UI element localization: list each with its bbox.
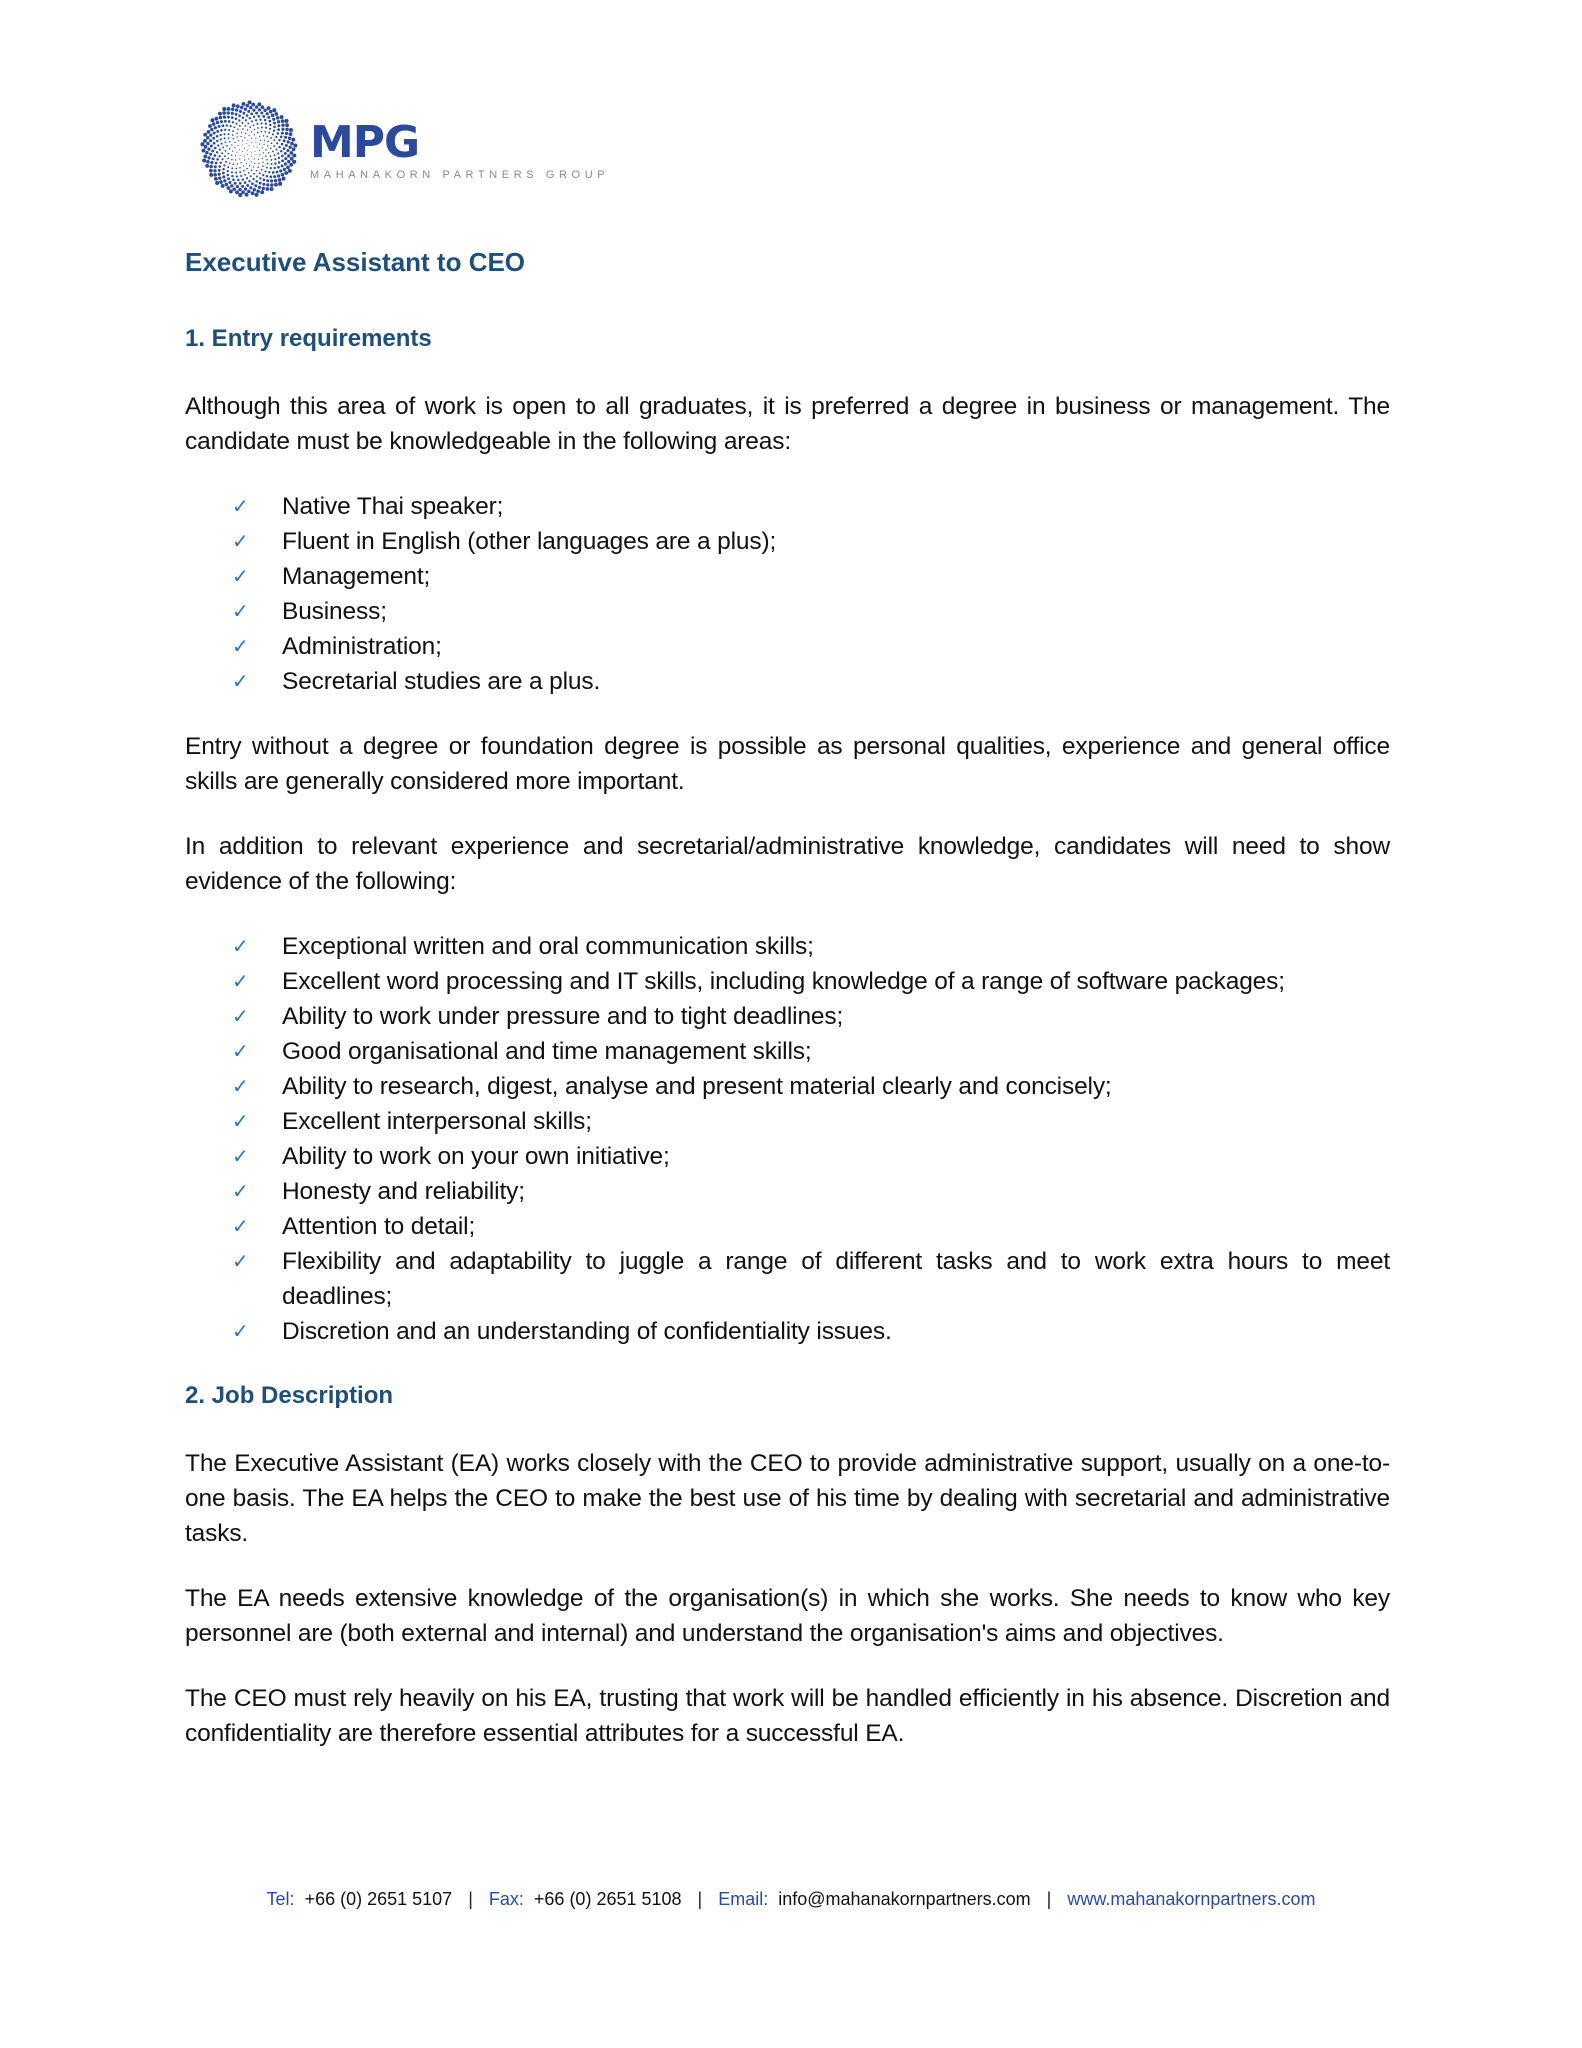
page-title: Executive Assistant to CEO [185, 247, 526, 277]
list-item: ✓ Honesty and reliability; [185, 1174, 1390, 1209]
checkmark-icon: ✓ [232, 969, 249, 993]
fax-number: +66 (0) 2651 5108 [533, 1889, 682, 1909]
checkmark-icon: ✓ [232, 934, 249, 958]
list-item: ✓ Attention to detail; [185, 1209, 1390, 1244]
list-item: ✓ Flexibility and adaptability to juggle a range of different tasks and to work extra hours to meet deadlines; [185, 1244, 1390, 1314]
checkmark-icon: ✓ [232, 529, 249, 553]
checkmark-icon: ✓ [232, 494, 249, 518]
contact-footer [0, 1889, 1582, 1910]
checkmark-icon: ✓ [232, 1109, 249, 1133]
list-item: ✓ Excellent interpersonal skills; [185, 1104, 1390, 1139]
list-item: ✓ Business; [185, 594, 1390, 629]
list-item: ✓ Management; [185, 559, 1390, 594]
list-item: ✓ Fluent in English (other languages are a plus); [185, 524, 1390, 559]
list-item: ✓ Administration; [185, 629, 1390, 664]
section-heading-entry-requirements: 1. Entry requirements [185, 325, 432, 352]
document-body [185, 244, 1390, 1781]
logo-subtitle: MAHANAKORN PARTNERS GROUP [310, 169, 610, 181]
job-description-paragraph: The CEO must rely heavily on his EA, trusting that work will be handled efficiently in his absence. Discretion and confidentiality are therefore essential attributes for a successful EA. [185, 1685, 1390, 1747]
sunflower-dots-logo-icon [200, 100, 298, 198]
list-item: ✓ Ability to work on your own initiative; [185, 1139, 1390, 1174]
checkmark-icon: ✓ [232, 1074, 249, 1098]
tel-label: Tel: [266, 1889, 295, 1909]
job-description-paragraph: The EA needs extensive knowledge of the organisation(s) in which she works. She needs to know who key personnel are (both external and internal) and understand the organisation's aims and objectives. [185, 1585, 1390, 1647]
job-description-paragraph: The Executive Assistant (EA) works closely with the CEO to provide administrative support, usually on a one-to-one basis. The EA helps the CEO to make the best use of his time by dealing with secretarial and administrative tasks. [185, 1450, 1390, 1547]
entry-without-degree-paragraph: Entry without a degree or foundation degree is possible as personal qualities, experience and general office skills are generally considered more important. [185, 733, 1390, 795]
footer-separator: | [1046, 1889, 1052, 1909]
list-item: ✓ Native Thai speaker; [185, 489, 1390, 524]
checkmark-icon: ✓ [232, 564, 249, 588]
checkmark-icon: ✓ [232, 1039, 249, 1063]
checkmark-icon: ✓ [232, 1179, 249, 1203]
skills-list [185, 929, 1390, 1349]
checkmark-icon: ✓ [232, 669, 249, 693]
list-item: ✓ Ability to work under pressure and to tight deadlines; [185, 999, 1390, 1034]
checkmark-icon: ✓ [232, 1249, 249, 1273]
list-item: ✓ Good organisational and time management skills; [185, 1034, 1390, 1069]
evidence-intro-paragraph: In addition to relevant experience and secretarial/administrative knowledge, candidates will need to show evidence of the following: [185, 833, 1390, 895]
company-logo [200, 100, 609, 198]
list-item: ✓ Discretion and an understanding of confidentiality issues. [185, 1314, 1390, 1349]
entry-intro-paragraph: Although this area of work is open to all graduates, it is preferred a degree in business or management. The candidate must be knowledgeable in the following areas: [185, 393, 1390, 455]
footer-separator: | [697, 1889, 703, 1909]
checkmark-icon: ✓ [232, 599, 249, 623]
knowledge-areas-list [185, 489, 1390, 699]
checkmark-icon: ✓ [232, 1144, 249, 1168]
fax-label: Fax: [488, 1889, 524, 1909]
email-label: Email: [718, 1889, 769, 1909]
list-item: ✓ Ability to research, digest, analyse and present material clearly and concisely; [185, 1069, 1390, 1104]
list-item: ✓ Secretarial studies are a plus. [185, 664, 1390, 699]
list-item: ✓ Exceptional written and oral communication skills; [185, 929, 1390, 964]
checkmark-icon: ✓ [232, 1319, 249, 1343]
footer-separator: | [468, 1889, 473, 1909]
website-link[interactable]: www.mahanakornpartners.com [1067, 1889, 1316, 1909]
logo-wordmark: MPG [310, 117, 420, 168]
checkmark-icon: ✓ [232, 1004, 249, 1028]
list-item: ✓ Excellent word processing and IT skills, including knowledge of a range of software packages; [185, 964, 1390, 999]
tel-number: +66 (0) 2651 5107 [304, 1889, 453, 1909]
email-link[interactable]: info@mahanakornpartners.com [778, 1889, 1031, 1909]
checkmark-icon: ✓ [232, 1214, 249, 1238]
checkmark-icon: ✓ [232, 634, 249, 658]
section-heading-job-description: 2. Job Description [185, 1382, 394, 1409]
